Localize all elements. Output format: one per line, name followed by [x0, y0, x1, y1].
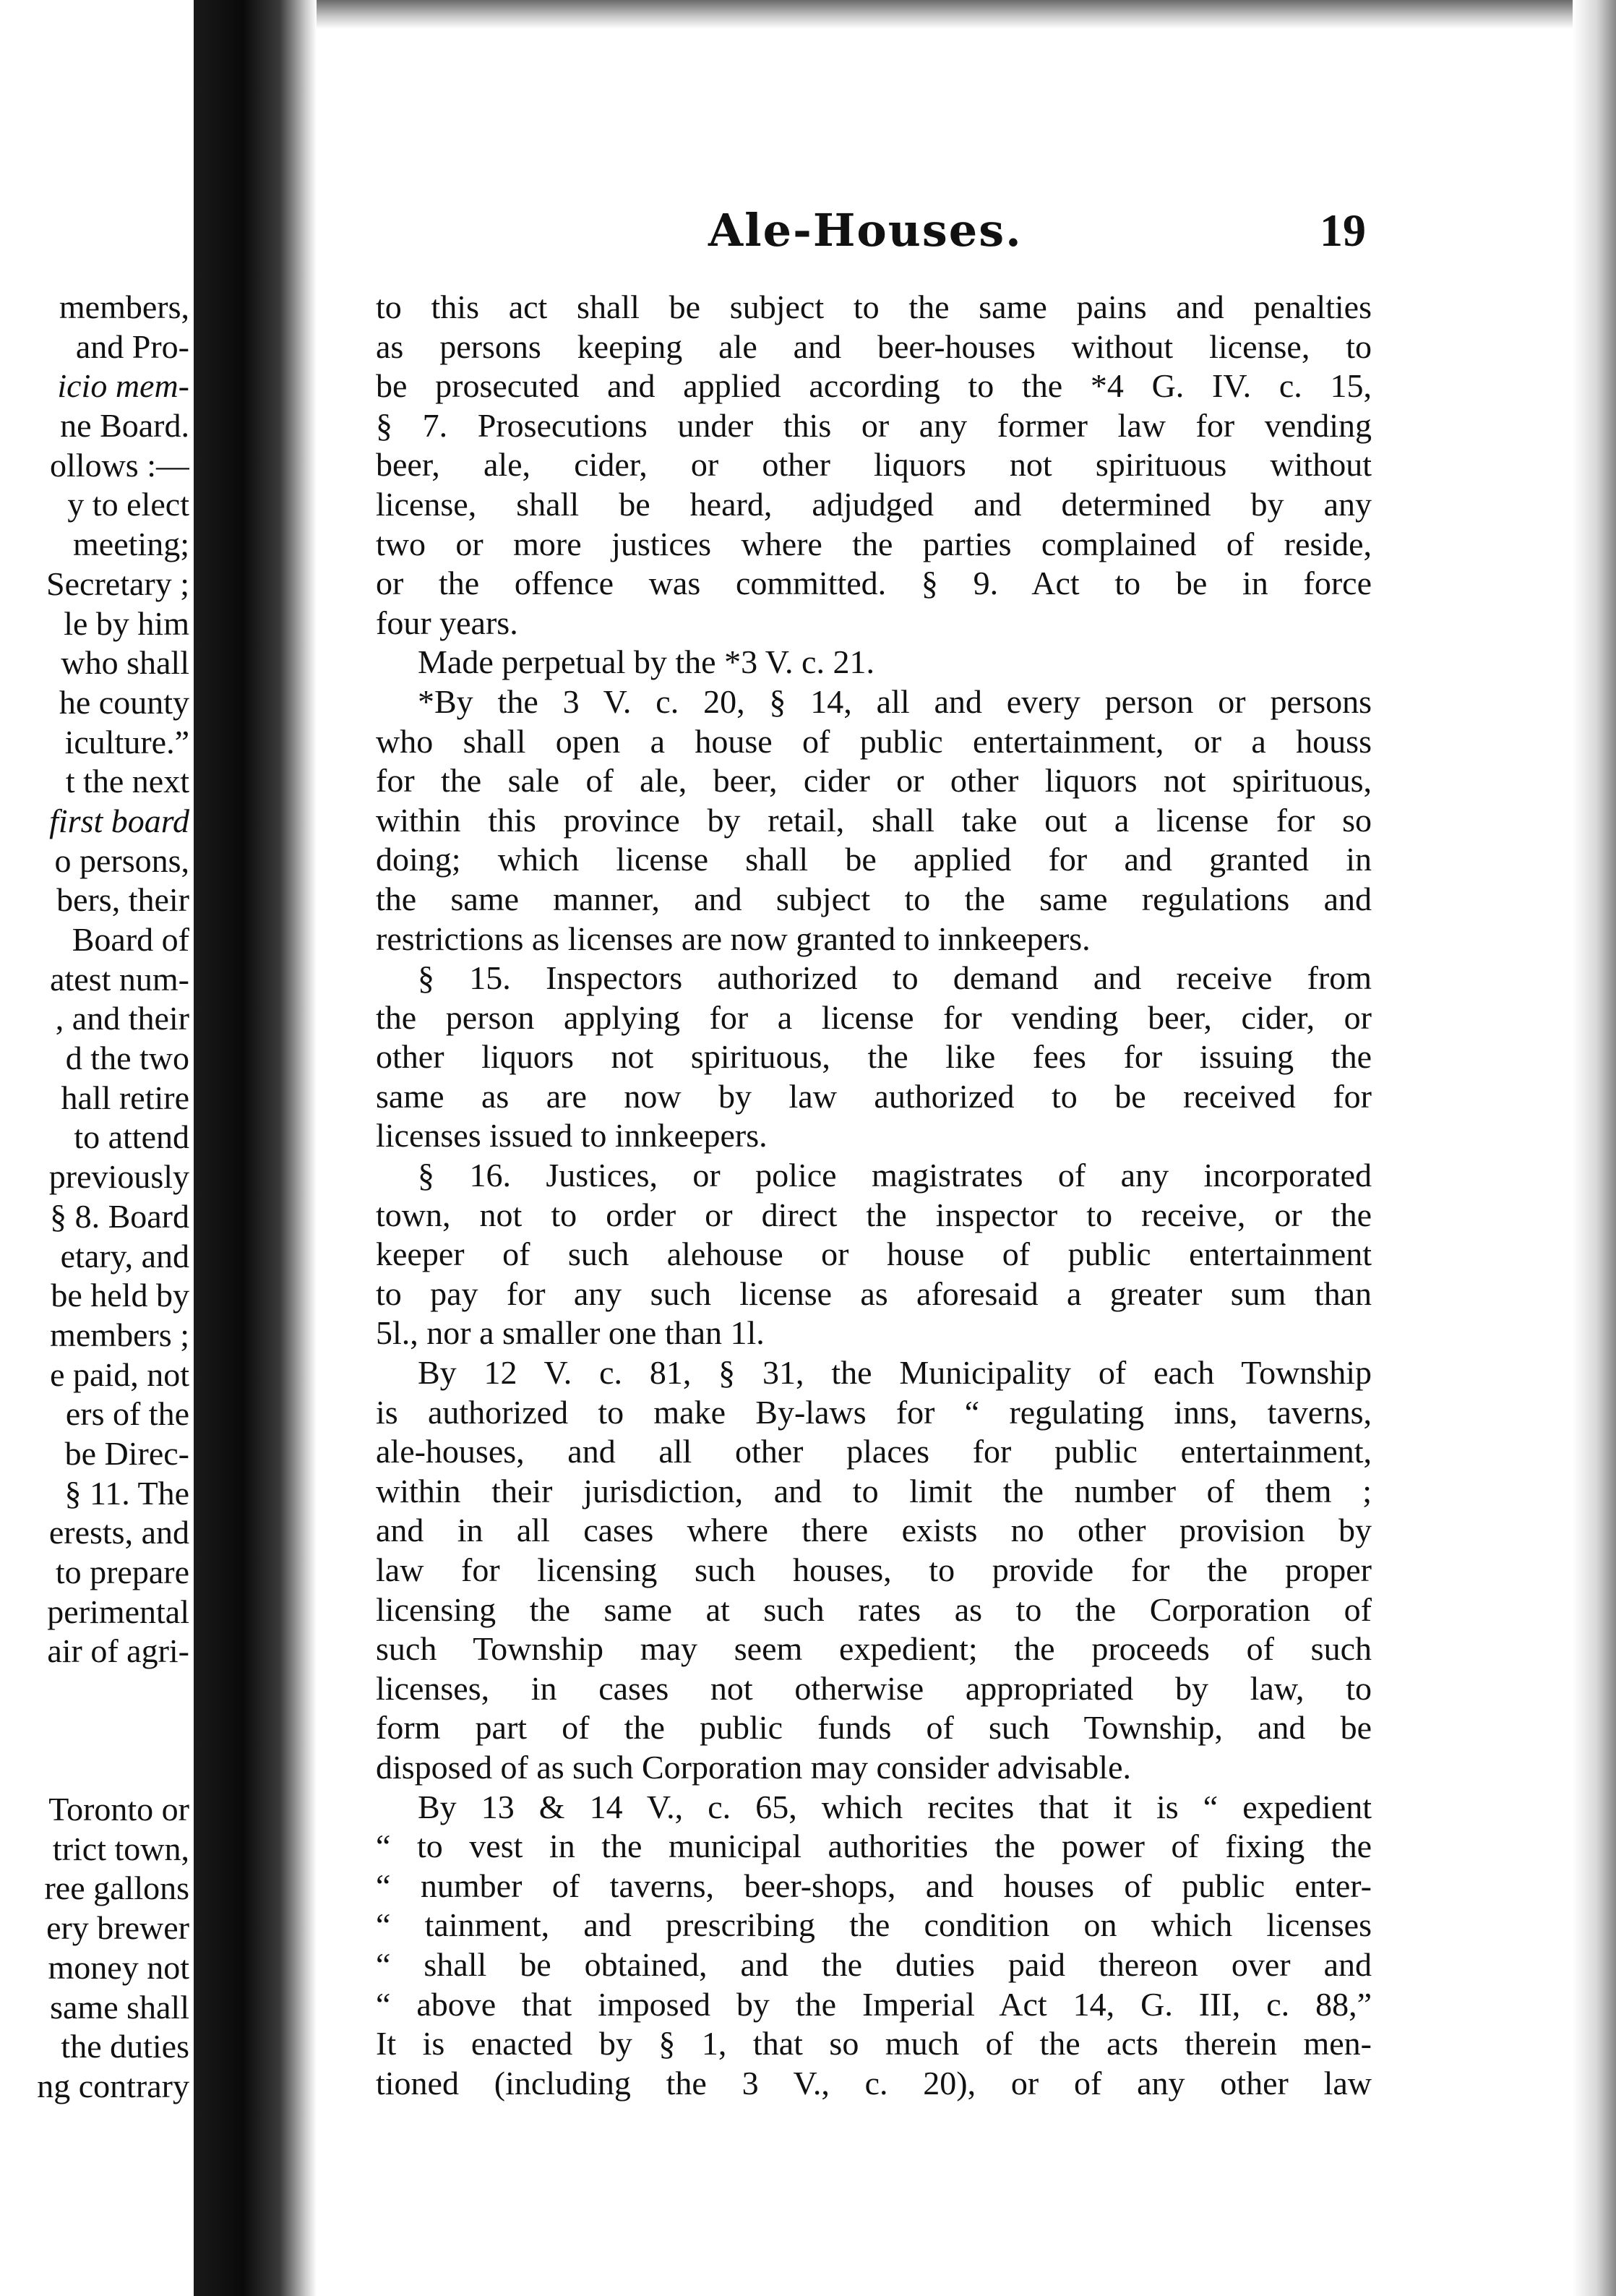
left-line: money not: [48, 1948, 189, 1986]
text-line: or the offence was committed. § 9. Act to be in force: [376, 565, 1372, 602]
page-top-edge-shadow: [311, 0, 1616, 29]
left-line: atest num-: [50, 960, 189, 998]
left-line: iculture.”: [64, 723, 189, 761]
text-line: 5l., nor a smaller one than 1l.: [376, 1314, 765, 1352]
text-line: for the sale of ale, beer, cider or other liquors not spirituous,: [376, 762, 1372, 800]
text-line: ale-houses, and all other places for public entertainment,: [376, 1433, 1372, 1470]
text-line: who shall open a house of public entertainment, or a houss: [376, 722, 1372, 760]
text-line: other liquors not spirituous, the like fees for issuing the: [376, 1038, 1372, 1076]
left-line: same shall: [50, 1988, 189, 2026]
text-line: same as are now by law authorized to be received for: [376, 1077, 1372, 1115]
text-line: By 13 & 14 V., c. 65, which recites that it is “ expedient: [418, 1788, 1372, 1825]
text-line: license, shall be heard, adjudged and determined by any: [376, 485, 1372, 523]
page-right-edge-shadow: [1573, 0, 1616, 2296]
left-line: trict town,: [52, 1830, 189, 1867]
left-line: ery brewer: [46, 1909, 189, 1947]
text-line: licenses, in cases not otherwise appropriated by law, to: [376, 1669, 1372, 1707]
left-line: t the next: [65, 763, 189, 800]
running-header-title: Ale-Houses.: [708, 204, 1023, 257]
left-line: who shall: [61, 644, 189, 682]
left-line: air of agri-: [47, 1632, 189, 1670]
text-line: to this act shall be subject to the same pains and penalties: [376, 288, 1372, 325]
text-line: licenses issued to innkeepers.: [376, 1117, 768, 1155]
text-line: § 15. Inspectors authorized to demand and receive from: [418, 959, 1372, 997]
text-line: beer, ale, cider, or other liquors not spirituous without: [376, 446, 1372, 484]
main-text-column: [376, 288, 1372, 2103]
text-line: “ number of taverns, beer-shops, and houses of public enter-: [376, 1867, 1372, 1904]
previous-page-column: [0, 288, 189, 2107]
text-line: restrictions as licenses are now granted to innkeepers.: [376, 920, 1091, 957]
text-line: the person applying for a license for vending beer, cider, or: [376, 998, 1372, 1036]
text-line: tioned (including the 3 V., c. 20), or of any other law: [376, 2064, 1372, 2102]
left-line: o persons,: [54, 841, 189, 879]
left-line: ree gallons: [44, 1869, 189, 1907]
text-line: “ to vest in the municipal authorities the power of fixing the: [376, 1828, 1372, 1865]
text-line: such Township may seem expedient; the proceeds of such: [376, 1630, 1372, 1668]
text-line: and in all cases where there exists no other provision by: [376, 1512, 1372, 1549]
left-line: § 11. The: [64, 1474, 189, 1512]
left-line: Secretary ;: [46, 565, 189, 602]
left-line: Board of: [72, 921, 189, 958]
text-line: licensing the same at such rates as to the Corporation of: [376, 1590, 1372, 1628]
text-line: law for licensing such houses, to provide for the proper: [376, 1551, 1372, 1588]
left-line: he county: [59, 683, 189, 721]
text-line: four years.: [376, 604, 518, 641]
left-line: be Direc-: [64, 1434, 189, 1472]
text-line: § 7. Prosecutions under this or any former law for vending: [376, 406, 1372, 444]
text-line: *By the 3 V. c. 20, § 14, all and every person or persons: [418, 682, 1372, 720]
left-line: ng contrary: [37, 2067, 189, 2104]
text-line: By 12 V. c. 81, § 31, the Municipality of each Township: [418, 1354, 1372, 1392]
left-line: § 8. Board: [50, 1197, 189, 1235]
text-line: within this province by retail, shall take out a license for so: [376, 801, 1372, 839]
left-line: erests, and: [48, 1514, 189, 1551]
text-line: two or more justices where the parties complained of reside,: [376, 525, 1372, 562]
text-line: It is enacted by § 1, that so much of the acts therein men-: [376, 2025, 1372, 2062]
text-line: “ shall be obtained, and the duties paid thereon over and: [376, 1945, 1372, 1983]
text-line: town, not to order or direct the inspector to receive, or the: [376, 1196, 1372, 1233]
text-line: to pay for any such license as aforesaid a greater sum than: [376, 1275, 1372, 1312]
binding-gutter: [194, 0, 317, 2296]
left-line: be held by: [51, 1277, 189, 1314]
left-column-gap: [0, 1671, 189, 1790]
left-line: first board: [49, 802, 189, 839]
left-line: ers of the: [65, 1395, 189, 1433]
left-line: ne Board.: [60, 407, 189, 445]
text-line: keeper of such alehouse or house of public entertainment: [376, 1235, 1372, 1273]
left-line: perimental: [47, 1593, 189, 1630]
text-line: the same manner, and subject to the same regulations and: [376, 880, 1372, 917]
left-line: ollows :—: [50, 446, 189, 484]
text-line: Made perpetual by the *3 V. c. 21.: [418, 643, 874, 681]
left-line: y to elect: [67, 486, 189, 523]
left-line: to attend: [74, 1118, 189, 1156]
left-line: bers, their: [56, 881, 189, 919]
left-line: to prepare: [55, 1554, 189, 1590]
text-line: § 16. Justices, or police magistrates of any incorporated: [418, 1157, 1372, 1194]
text-line: within their jurisdiction, and to limit the number of them ;: [376, 1472, 1372, 1509]
left-line: le by him: [64, 604, 189, 642]
text-line: disposed of as such Corporation may consider advisable.: [376, 1748, 1131, 1786]
left-line: icio mem-: [57, 367, 189, 405]
left-line: d the two: [65, 1040, 189, 1077]
left-line: hall retire: [61, 1079, 189, 1116]
left-line: previously: [48, 1158, 189, 1196]
left-line: e paid, not: [50, 1355, 189, 1393]
left-line: the duties: [61, 2028, 189, 2065]
left-line: members,: [59, 288, 189, 325]
text-line: “ tainment, and prescribing the condition on which licenses: [376, 1906, 1372, 1944]
text-line: form part of the public funds of such Township, and be: [376, 1709, 1372, 1747]
text-line: be prosecuted and applied according to the *4 G. IV. c. 15,: [376, 367, 1372, 405]
text-line: as persons keeping ale and beer-houses without license, to: [376, 327, 1372, 365]
left-line: and Pro-: [75, 327, 189, 365]
text-line: doing; which license shall be applied for and granted in: [376, 841, 1372, 878]
left-line: , and their: [55, 1000, 189, 1037]
left-line: etary, and: [60, 1237, 189, 1275]
left-line: members ;: [50, 1316, 189, 1353]
text-line: is authorized to make By-laws for “ regulating inns, taverns,: [376, 1393, 1372, 1431]
page-number: 19: [1320, 205, 1366, 256]
left-line: meeting;: [73, 526, 189, 563]
text-line: “ above that imposed by the Imperial Act 14, G. III, c. 88,”: [376, 1985, 1372, 2023]
left-line: Toronto or: [48, 1791, 189, 1828]
